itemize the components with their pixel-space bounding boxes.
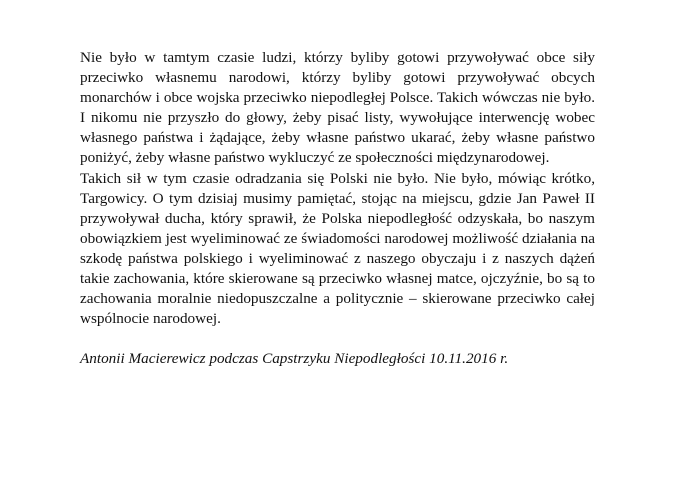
quote-paragraph-1: Nie było w tamtym czasie ludzi, którzy byliby gotowi przywoływać obce siły przeciwko własnemu narodowi, którzy byliby gotowi przywoływać obcych monarchów i obce wojska przeciwko niepodległej Polsce. Takich wówczas nie było. I nikomu nie przyszło do głowy, żeby pisać listy, wywołujące interwencję wobec własnego państwa i żądające, żeby własne państwo ukarać, żeby własne państwo poniżyć, żeby własne państwo wykluczyć ze społeczności międzynarodowej. [80, 49, 595, 167]
quote-attribution: Antonii Macierewicz podczas Capstrzyku Niepodległości 10.11.2016 r. [80, 350, 509, 368]
quote-text-block [80, 48, 595, 369]
quote-paragraph-2: Takich sił w tym czasie odradzania się Polski nie było. Nie było, mówiąc krótko, Targowicy. O tym dzisiaj musimy pamiętać, stojąc na miejscu, gdzie Jan Paweł II przywoływał ducha, który sprawił, że Polska niepodległość odzyskała, bo naszym obowiązkiem jest wyeliminować ze świadomości narodowej możliwość działania na szkodę państwa polskiego i wyeliminować z naszego obyczaju i z naszych dążeń takie zachowania, które skierowane są przeciwko własnej matce, ojczyźnie, bo są to zachowania moralnie niedopuszczalne a politycznie – skierowane przeciwko całej wspólnocie narodowej. [80, 169, 595, 328]
